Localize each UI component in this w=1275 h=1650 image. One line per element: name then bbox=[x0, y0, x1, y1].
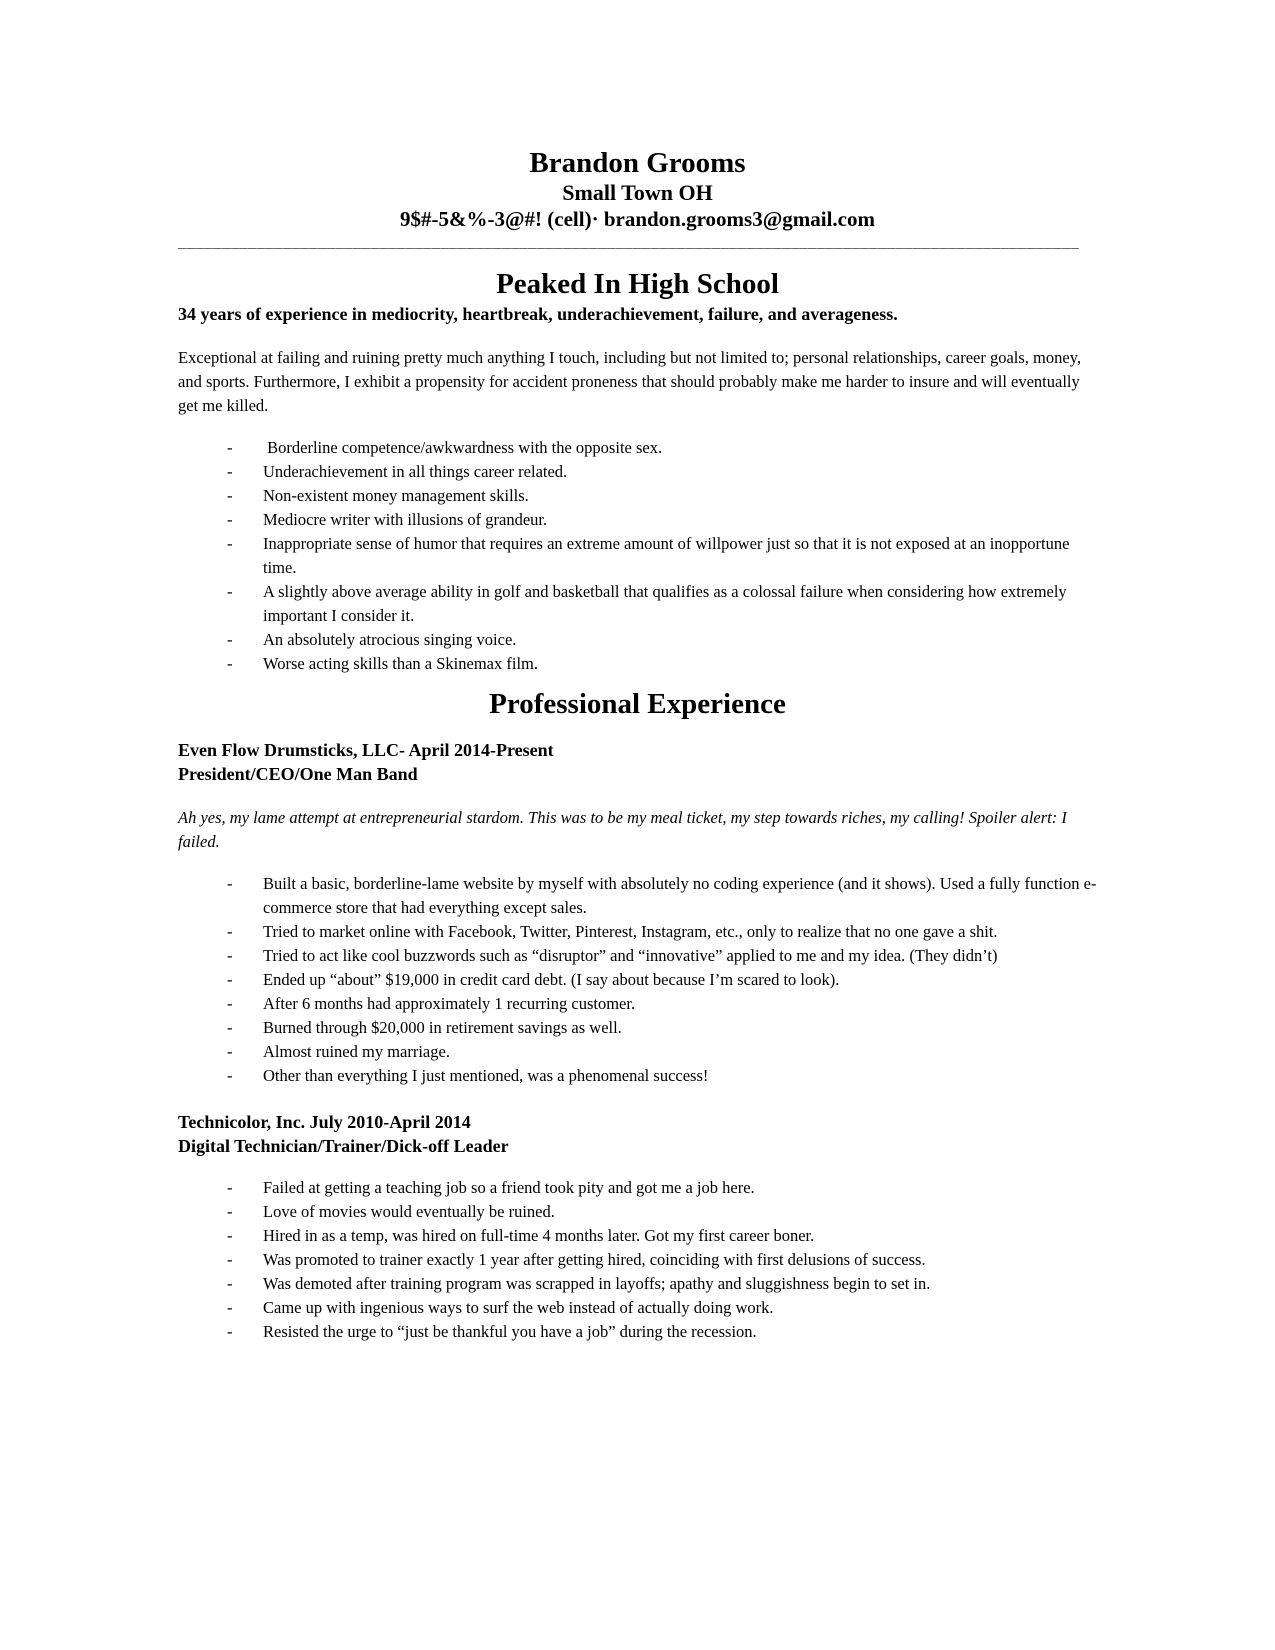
bullet-item: - Was promoted to trainer exactly 1 year after getting hired, coinciding with first delusions of success. bbox=[178, 1248, 1097, 1272]
bullet-item: - Borderline competence/awkwardness with the opposite sex. bbox=[178, 436, 1097, 460]
bullet-item: - Love of movies would eventually be ruined. bbox=[178, 1200, 1097, 1224]
experience-heading: Professional Experience bbox=[489, 688, 786, 720]
bullet-item: - Tried to act like cool buzzwords such as “disruptor” and “innovative” applied to me and my idea. (They didn’t) bbox=[178, 944, 1097, 968]
bullet-item: - Other than everything I just mentioned, was a phenomenal success! bbox=[178, 1064, 1097, 1088]
job-bullet-list bbox=[178, 1176, 1097, 1344]
resume-header bbox=[178, 146, 1097, 232]
job-intro: Ah yes, my lame attempt at entrepreneurial stardom. This was to be my meal ticket, my step towards riches, my calling! Spoiler alert: I failed. bbox=[178, 808, 1067, 851]
bullet-item: - Resisted the urge to “just be thankful you have a job” during the recession. bbox=[178, 1320, 1097, 1344]
summary-tagline: 34 years of experience in mediocrity, heartbreak, underachievement, failure, and averageness. bbox=[178, 304, 898, 324]
bullet-item: - Came up with ingenious ways to surf the web instead of actually doing work. bbox=[178, 1296, 1097, 1320]
candidate-location: Small Town OH bbox=[562, 180, 713, 205]
bullet-item: - A slightly above average ability in golf and basketball that qualifies as a colossal failure when considering how extremely important I consider it. bbox=[178, 580, 1097, 628]
bullet-item: - Almost ruined my marriage. bbox=[178, 1040, 1097, 1064]
bullet-item: - Non-existent money management skills. bbox=[178, 484, 1097, 508]
summary-paragraph: Exceptional at failing and ruining pretty much anything I touch, including but not limited to; personal relationships, career goals, money, and sports. Furthermore, I exhibit a propensity for accident proneness that should probably make me harder to insure and will eventually get me killed. bbox=[178, 348, 1082, 415]
job-header bbox=[178, 1110, 1097, 1158]
bullet-item: - After 6 months had approximately 1 recurring customer. bbox=[178, 992, 1097, 1016]
bullet-item: - Burned through $20,000 in retirement savings as well. bbox=[178, 1016, 1097, 1040]
job-section-evenflow bbox=[178, 738, 1097, 1088]
bullet-item: - Worse acting skills than a Skinemax film. bbox=[178, 652, 1097, 676]
summary-heading: Peaked In High School bbox=[496, 268, 779, 300]
job-company-line: Even Flow Drumsticks, LLC- April 2014-Present bbox=[178, 740, 554, 760]
bullet-item: - Built a basic, borderline-lame website by myself with absolutely no coding experience (and it shows). Used a fully function e-commerce store that had everything except sales. bbox=[178, 872, 1097, 920]
job-bullet-list bbox=[178, 872, 1097, 1088]
experience-section bbox=[178, 686, 1097, 1344]
summary-bullet-list bbox=[178, 436, 1097, 676]
bullet-item: - Hired in as a temp, was hired on full-time 4 months later. Got my first career boner. bbox=[178, 1224, 1097, 1248]
bullet-item: - Failed at getting a teaching job so a friend took pity and got me a job here. bbox=[178, 1176, 1097, 1200]
bullet-item: - Ended up “about” $19,000 in credit card debt. (I say about because I’m scared to look). bbox=[178, 968, 1097, 992]
job-title-line: President/CEO/One Man Band bbox=[178, 764, 418, 784]
bullet-item: - Was demoted after training program was scrapped in layoffs; apathy and sluggishness begin to set in. bbox=[178, 1272, 1097, 1296]
job-section-technicolor bbox=[178, 1110, 1097, 1344]
bullet-item: - Underachievement in all things career related. bbox=[178, 460, 1097, 484]
job-company-line: Technicolor, Inc. July 2010-April 2014 bbox=[178, 1112, 471, 1132]
candidate-contact-line: 9$#-5&%-3@#! (cell)· brandon.grooms3@gmail.com bbox=[400, 207, 875, 231]
bullet-item: - Inappropriate sense of humor that requires an extreme amount of willpower just so that it is not exposed at an inopportune time. bbox=[178, 532, 1097, 580]
header-divider: _______________________________________________________________________________________________________ bbox=[178, 232, 1080, 251]
bullet-item: - Mediocre writer with illusions of grandeur. bbox=[178, 508, 1097, 532]
bullet-item: - An absolutely atrocious singing voice. bbox=[178, 628, 1097, 652]
candidate-name: Brandon Grooms bbox=[529, 147, 746, 179]
job-header bbox=[178, 738, 1097, 786]
summary-section bbox=[178, 266, 1097, 676]
bullet-item: - Tried to market online with Facebook, Twitter, Pinterest, Instagram, etc., only to realize that no one gave a shit. bbox=[178, 920, 1097, 944]
job-title-line: Digital Technician/Trainer/Dick-off Leader bbox=[178, 1136, 509, 1156]
